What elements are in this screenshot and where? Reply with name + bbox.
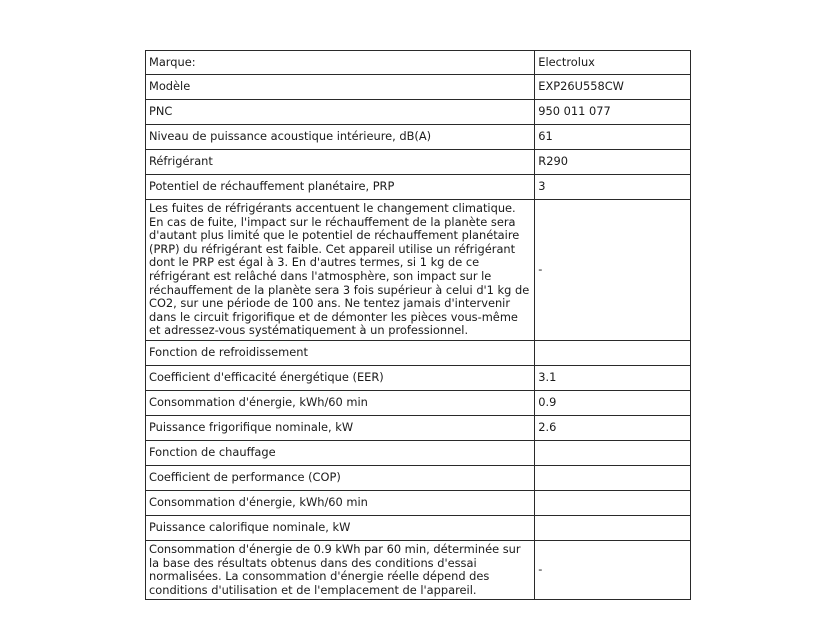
row-label: PNC xyxy=(146,100,535,125)
row-value xyxy=(535,465,691,490)
table-row xyxy=(146,150,691,175)
table-row xyxy=(146,540,691,599)
row-value: - xyxy=(535,540,691,599)
row-label: Puissance frigorifique nominale, kW xyxy=(146,415,535,440)
row-value: EXP26U558CW xyxy=(535,75,691,100)
table-row xyxy=(146,175,691,200)
table-row xyxy=(146,125,691,150)
table-row xyxy=(146,390,691,415)
table-row xyxy=(146,75,691,100)
row-value xyxy=(535,515,691,540)
row-label: Niveau de puissance acoustique intérieure, dB(A) xyxy=(146,125,535,150)
table-row xyxy=(146,415,691,440)
table-row xyxy=(146,515,691,540)
row-value: R290 xyxy=(535,150,691,175)
row-value: 3 xyxy=(535,175,691,200)
row-value: 950 011 077 xyxy=(535,100,691,125)
row-label: Les fuites de réfrigérants accentuent le changement climatique. En cas de fuite, l'impact sur le réchauffement de la planète sera d'autant plus limité que le potentiel de réchauffement planétaire (PRP) du réfrigérant est faible. Cet appareil utilise un réfrigérant dont le PRP est égal à 3. En d'autres termes, si 1 kg de ce réfrigérant est relâché dans l'atmosphère, son impact sur le réchauffement de la planète sera 3 fois supérieur à celui d'1 kg de CO2, sur une période de 100 ans. Ne tentez jamais d'intervenir dans le circuit frigorifique et de démonter les pièces vous-même et adressez-vous systématiquement à un professionnel. xyxy=(146,200,535,341)
table-row xyxy=(146,440,691,465)
row-value: 2.6 xyxy=(535,415,691,440)
table-row xyxy=(146,365,691,390)
table-row xyxy=(146,100,691,125)
row-value: - xyxy=(535,200,691,341)
row-value xyxy=(535,340,691,365)
row-label: Marque: xyxy=(146,51,535,75)
spec-table xyxy=(145,50,691,600)
row-label: Potentiel de réchauffement planétaire, PRP xyxy=(146,175,535,200)
row-value: 61 xyxy=(535,125,691,150)
row-label: Coefficient d'efficacité énergétique (EER) xyxy=(146,365,535,390)
table-row xyxy=(146,465,691,490)
row-value: Electrolux xyxy=(535,51,691,75)
table-row xyxy=(146,51,691,75)
row-label: Réfrigérant xyxy=(146,150,535,175)
row-label: Fonction de refroidissement xyxy=(146,340,535,365)
row-label: Consommation d'énergie de 0.9 kWh par 60 min, déterminée sur la base des résultats obtenus dans des conditions d'essai normalisées. La consommation d'énergie réelle dépend des conditions d'utilisation et de l'emplacement de l'appareil. xyxy=(146,540,535,599)
row-label: Puissance calorifique nominale, kW xyxy=(146,515,535,540)
row-label: Consommation d'énergie, kWh/60 min xyxy=(146,490,535,515)
row-value: 0.9 xyxy=(535,390,691,415)
table-row xyxy=(146,340,691,365)
row-value xyxy=(535,490,691,515)
row-label: Fonction de chauffage xyxy=(146,440,535,465)
row-label: Modèle xyxy=(146,75,535,100)
row-value xyxy=(535,440,691,465)
row-value: 3.1 xyxy=(535,365,691,390)
row-label: Consommation d'énergie, kWh/60 min xyxy=(146,390,535,415)
table-row xyxy=(146,490,691,515)
table-row xyxy=(146,200,691,341)
row-label: Coefficient de performance (COP) xyxy=(146,465,535,490)
